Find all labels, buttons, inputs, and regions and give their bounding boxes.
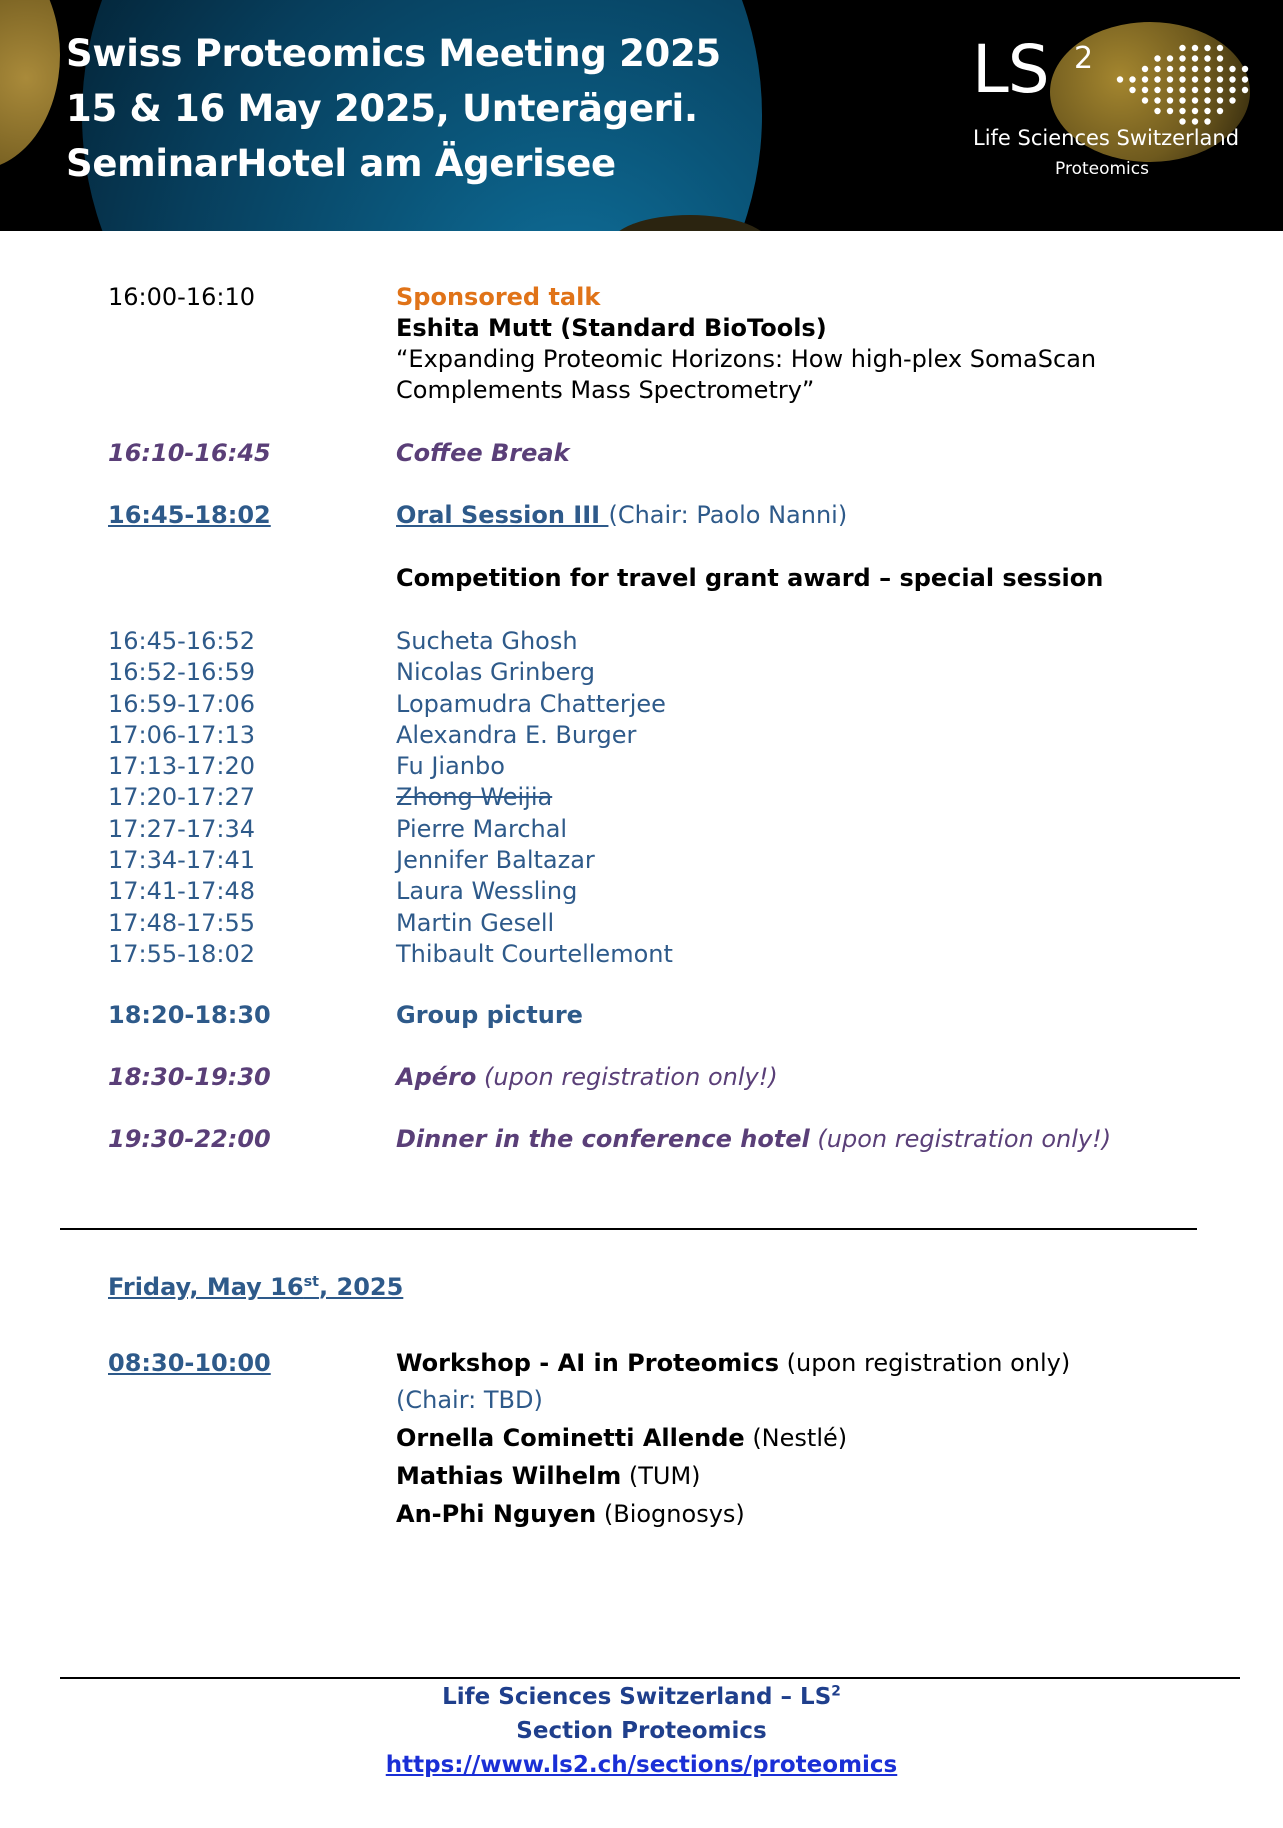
- workshop-speaker-name: Mathias Wilhelm: [396, 1462, 622, 1490]
- logo-dot: [1167, 97, 1173, 103]
- logo-dot: [1142, 97, 1148, 103]
- speaker-row: [0, 814, 1283, 845]
- workshop-speaker-name: An-Phi Nguyen: [396, 1500, 597, 1528]
- sponsored-speaker: Eshita Mutt (Standard BioTools): [396, 314, 827, 342]
- logo-dot: [1242, 66, 1248, 72]
- logo-dot: [1179, 97, 1185, 103]
- speaker-time: 16:52-16:59: [108, 658, 255, 687]
- logo-dot: [1142, 76, 1148, 82]
- speaker-time: 16:59-17:06: [108, 689, 255, 718]
- workshop-note: (upon registration only): [779, 1349, 1071, 1377]
- speaker-time: 17:06-17:13: [108, 720, 255, 749]
- friday-heading-text: Friday, May 16: [108, 1273, 304, 1301]
- speaker-row: [0, 657, 1283, 688]
- title-line-1: Swiss Proteomics Meeting 2025: [66, 32, 721, 75]
- speaker-row: [0, 908, 1283, 939]
- dinner-row: [396, 1124, 1111, 1155]
- logo-dot: [1167, 55, 1173, 61]
- logo-dot: [1167, 66, 1173, 72]
- workshop-speaker-name: Ornella Cominetti Allende: [396, 1424, 745, 1452]
- logo-dot: [1192, 87, 1198, 93]
- logo-dot: [1154, 108, 1160, 114]
- oral-session-chair: (Chair: Paolo Nanni): [608, 501, 848, 529]
- group-picture-label: Group picture: [396, 1001, 583, 1029]
- logo-dot: [1167, 76, 1173, 82]
- footer-sup: 2: [831, 1683, 841, 1700]
- speaker-name: Martin Gesell: [396, 908, 555, 937]
- sponsored-title-line2: Complements Mass Spectrometry”: [396, 376, 815, 404]
- speaker-time: 17:55-18:02: [108, 939, 255, 968]
- logo-dot: [1204, 55, 1210, 61]
- sponsored-time: 16:00-16:10: [108, 283, 255, 311]
- speaker-time: 17:13-17:20: [108, 752, 255, 781]
- workshop-speaker-2: [396, 1461, 701, 1492]
- speaker-time: 16:45-16:52: [108, 627, 255, 655]
- logo-dot: [1129, 76, 1135, 82]
- logo-dot: [1179, 118, 1185, 124]
- oral-session-heading: [396, 500, 847, 531]
- apero-time: 18:30-19:30: [108, 1063, 271, 1091]
- speaker-time: 17:27-17:34: [108, 814, 255, 843]
- logo-dot: [1179, 66, 1185, 72]
- dinner-time: 19:30-22:00: [108, 1125, 271, 1153]
- speaker-time: 17:34-17:41: [108, 846, 255, 875]
- logo-dot: [1117, 76, 1123, 82]
- title-line-3: SeminarHotel am Ägerisee: [66, 142, 616, 185]
- apero-label: Apéro: [396, 1063, 477, 1091]
- speaker-row: [0, 939, 1283, 970]
- workshop-speaker-affiliation: (Biognosys): [596, 1500, 745, 1528]
- speaker-time: 17:41-17:48: [108, 877, 255, 906]
- logo-dot: [1217, 108, 1223, 114]
- logo-dot: [1217, 45, 1223, 51]
- logo-dot: [1154, 66, 1160, 72]
- oral-session-label: Oral Session III: [396, 501, 609, 529]
- dinner-note: (upon registration only!): [809, 1125, 1112, 1153]
- logo-dot: [1217, 97, 1223, 103]
- speaker-row: [0, 845, 1283, 876]
- speaker-name: Alexandra E. Burger: [396, 720, 637, 749]
- footer: [0, 1680, 1283, 1782]
- section-divider: [60, 1228, 1197, 1230]
- logo-dot: [1154, 87, 1160, 93]
- speaker-row: [0, 626, 1283, 657]
- logo-dots-icon: [1112, 42, 1254, 130]
- apero-note: (upon registration only!): [476, 1063, 778, 1091]
- workshop-speaker-affiliation: (TUM): [621, 1462, 701, 1490]
- logo-dot: [1167, 108, 1173, 114]
- group-picture-time: 18:20-18:30: [108, 1001, 271, 1029]
- logo-dot: [1192, 118, 1198, 124]
- speaker-name: Jennifer Baltazar: [396, 846, 595, 875]
- logo-dot: [1229, 97, 1235, 103]
- logo-dot: [1204, 76, 1210, 82]
- footer-org: Life Sciences Switzerland – LS: [442, 1684, 832, 1710]
- logo-dot: [1204, 97, 1210, 103]
- apero-row: [396, 1062, 778, 1093]
- workshop-label: Workshop - AI in Proteomics: [396, 1349, 780, 1377]
- logo-dot: [1142, 87, 1148, 93]
- sponsored-label: Sponsored talk: [396, 283, 601, 311]
- friday-heading-sup: st: [303, 1274, 320, 1290]
- logo-dot: [1229, 66, 1235, 72]
- footer-line-2: Section Proteomics: [516, 1718, 767, 1744]
- coffee-time: 16:10-16:45: [108, 439, 271, 467]
- meeting-title: [66, 26, 721, 191]
- speaker-name: Fu Jianbo: [396, 752, 505, 781]
- logo-dot: [1204, 108, 1210, 114]
- logo-ls-text: LS: [972, 31, 1049, 108]
- logo-dot: [1167, 87, 1173, 93]
- logo-dot: [1179, 45, 1185, 51]
- logo-dot: [1204, 118, 1210, 124]
- logo-dot: [1217, 87, 1223, 93]
- logo-superscript: 2: [1074, 41, 1094, 76]
- logo-dot: [1229, 87, 1235, 93]
- speaker-name: Lopamudra Chatterjee: [396, 689, 666, 718]
- ls2-logo: [972, 30, 1252, 190]
- logo-dot: [1204, 87, 1210, 93]
- workshop-speaker-affiliation: (Nestlé): [744, 1424, 848, 1452]
- logo-dot: [1242, 87, 1248, 93]
- workshop-chair: (Chair: TBD): [396, 1386, 543, 1414]
- logo-dot: [1129, 87, 1135, 93]
- coffee-label: Coffee Break: [396, 439, 570, 467]
- logo-dot: [1179, 108, 1185, 114]
- logo-dot: [1179, 87, 1185, 93]
- speaker-row: [0, 689, 1283, 720]
- logo-dot: [1154, 97, 1160, 103]
- speaker-time: 17:48-17:55: [108, 908, 255, 937]
- title-line-2: 15 & 16 May 2025, Unterägeri.: [66, 87, 698, 130]
- logo-dot: [1192, 108, 1198, 114]
- logo-dot: [1229, 76, 1235, 82]
- logo-dot: [1154, 76, 1160, 82]
- logo-dot: [1192, 76, 1198, 82]
- friday-heading: [108, 1272, 403, 1303]
- speaker-name: Pierre Marchal: [396, 814, 568, 843]
- logo-dot: [1192, 55, 1198, 61]
- logo-dot: [1204, 66, 1210, 72]
- logo-dot: [1179, 55, 1185, 61]
- speaker-row: [0, 876, 1283, 907]
- header-banner: [0, 0, 1283, 231]
- speaker-row: [0, 720, 1283, 751]
- logo-dot: [1217, 55, 1223, 61]
- workshop-speaker-1: [396, 1423, 847, 1454]
- friday-heading-year: , 2025: [319, 1273, 404, 1301]
- speaker-name: Nicolas Grinberg: [396, 658, 596, 687]
- logo-dot: [1179, 76, 1185, 82]
- footer-link[interactable]: https://www.ls2.ch/sections/proteomics: [385, 1752, 898, 1778]
- footer-divider: [60, 1677, 1240, 1679]
- sponsored-title-line1: “Expanding Proteomic Horizons: How high-plex SomaScan: [396, 345, 1097, 373]
- logo-dot: [1192, 45, 1198, 51]
- logo-dot: [1142, 66, 1148, 72]
- decorative-orb-left: [0, 0, 60, 170]
- logo-dot: [1242, 76, 1248, 82]
- speaker-name: Zhong Weijia: [396, 783, 553, 812]
- logo-dot: [1192, 66, 1198, 72]
- footer-line-1: [0, 1680, 1283, 1714]
- workshop-speaker-3: [396, 1499, 745, 1530]
- logo-dot: [1154, 55, 1160, 61]
- oral-session-time: 16:45-18:02: [108, 501, 271, 529]
- speaker-name: Sucheta Ghosh: [396, 627, 578, 655]
- speaker-row: [0, 782, 1283, 813]
- logo-dot: [1217, 76, 1223, 82]
- speaker-row: [0, 751, 1283, 782]
- logo-subtitle: Life Sciences Switzerland: [973, 126, 1240, 150]
- logo-section: Proteomics: [1055, 159, 1149, 179]
- dinner-label: Dinner in the conference hotel: [396, 1125, 810, 1153]
- speaker-list: [0, 626, 1283, 970]
- logo-dot: [1217, 66, 1223, 72]
- workshop-time: 08:30-10:00: [108, 1349, 271, 1377]
- workshop-heading: [396, 1348, 1070, 1379]
- speaker-name: Thibault Courtellemont: [396, 939, 673, 968]
- speaker-time: 17:20-17:27: [108, 783, 255, 812]
- speaker-name: Laura Wessling: [396, 877, 578, 906]
- competition-heading: Competition for travel grant award – special session: [396, 564, 1104, 592]
- logo-dot: [1204, 45, 1210, 51]
- logo-dot: [1192, 97, 1198, 103]
